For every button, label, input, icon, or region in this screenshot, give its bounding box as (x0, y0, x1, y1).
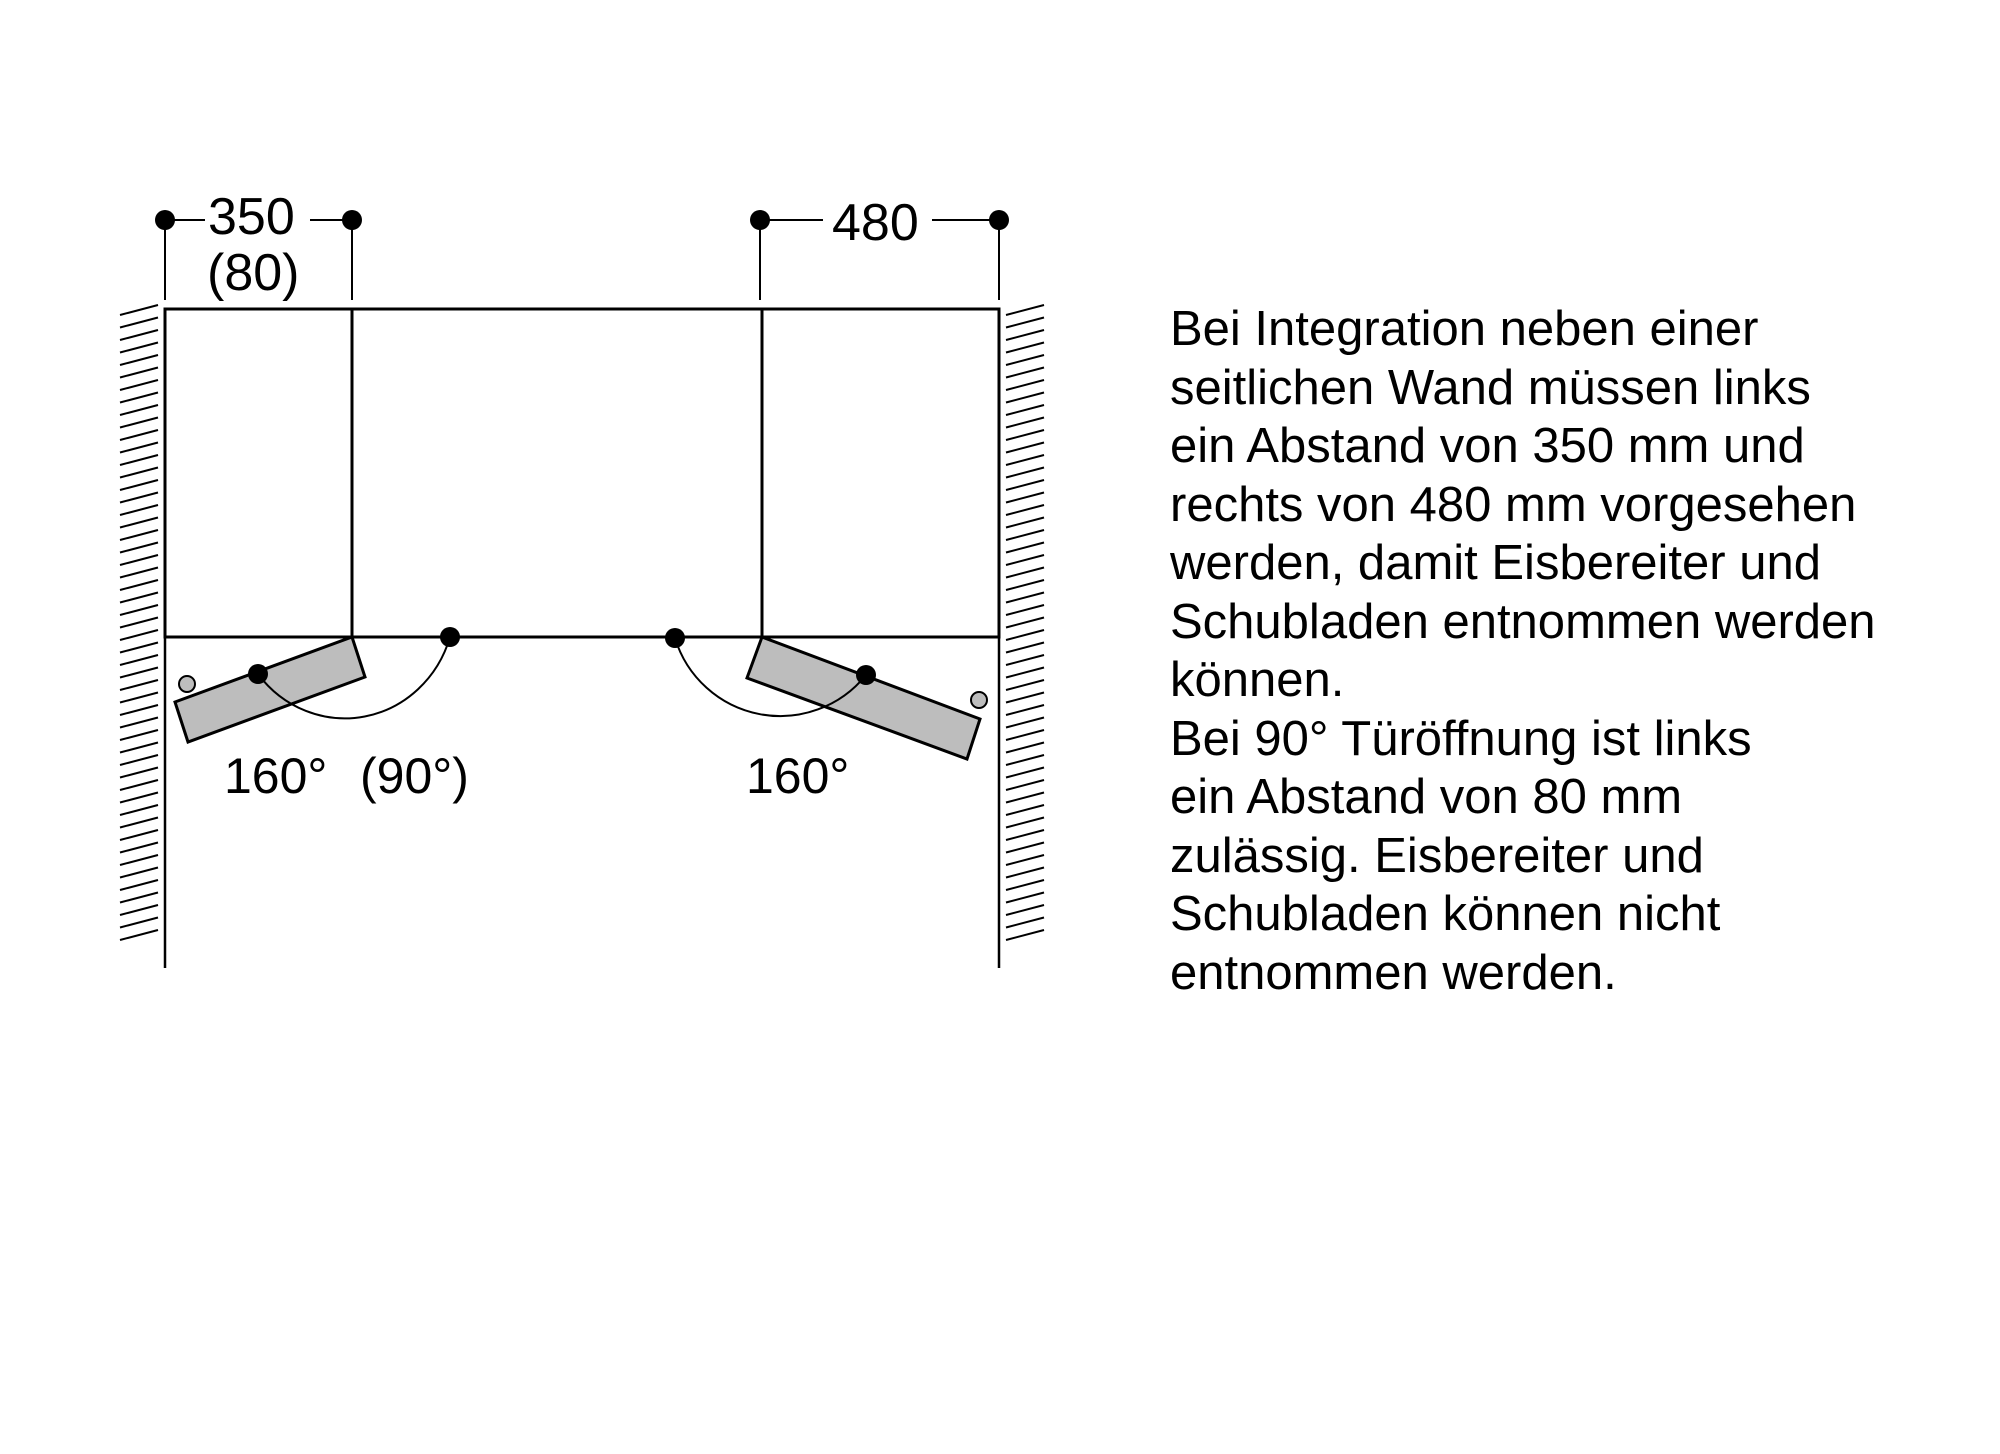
description-line: Bei 90° Türöffnung ist links (1170, 711, 1752, 766)
hatch-line (1006, 555, 1044, 565)
hatch-line (1006, 543, 1044, 553)
hatch-line (120, 468, 158, 478)
hatch-line (1006, 805, 1044, 815)
hatch-line (1006, 655, 1044, 665)
hatch-line (1006, 443, 1044, 453)
hatch-line (120, 430, 158, 440)
hatch-line (120, 755, 158, 765)
hatch-line (1006, 905, 1044, 915)
hatch-line (1006, 930, 1044, 940)
hatch-line (120, 618, 158, 628)
hatch-line (120, 743, 158, 753)
description-line: ein Abstand von 80 mm (1170, 770, 1683, 824)
hatch-line (1006, 418, 1044, 428)
hatch-line (120, 455, 158, 465)
hatch-line (1006, 818, 1044, 828)
hatch-line (120, 805, 158, 815)
hatch-line (1006, 393, 1044, 403)
hatch-line (1006, 755, 1044, 765)
left-door-angle-label: 160° (224, 748, 328, 804)
hatch-line (1006, 743, 1044, 753)
hatch-line (120, 368, 158, 378)
hatch-line (1006, 843, 1044, 853)
right-clearance-label: 480 (832, 194, 919, 252)
hatch-line (1006, 405, 1044, 415)
hatch-line (120, 305, 158, 315)
description-line: rechts von 480 mm vorgesehen (1170, 477, 1857, 532)
hatch-line (120, 593, 158, 603)
hatch-line (1006, 855, 1044, 865)
hatch-line (120, 655, 158, 665)
hatch-line (1006, 605, 1044, 615)
left-wall (120, 305, 165, 968)
dimension-point (989, 210, 1009, 230)
hatch-line (120, 880, 158, 890)
hatch-line (120, 705, 158, 715)
hatch-line (120, 680, 158, 690)
hatch-line (120, 330, 158, 340)
hatch-line (120, 568, 158, 578)
hatch-line (1006, 318, 1044, 328)
right-wall-hatching (1006, 305, 1044, 940)
left-compartment (165, 309, 352, 637)
description-line: Schubladen entnommen werden (1170, 594, 1876, 649)
hatch-line (1006, 780, 1044, 790)
hatch-line (120, 605, 158, 615)
left-hinge-point (248, 664, 268, 684)
hatch-line (1006, 630, 1044, 640)
hatch-line (120, 868, 158, 878)
hatch-line (1006, 730, 1044, 740)
hatch-line (120, 318, 158, 328)
hatch-line (120, 480, 158, 490)
hatch-line (1006, 380, 1044, 390)
description-line: entnommen werden. (1170, 945, 1617, 1000)
hatch-line (120, 343, 158, 353)
hatch-line (1006, 718, 1044, 728)
hatch-line (1006, 618, 1044, 628)
hatch-line (120, 818, 158, 828)
hatch-line (120, 918, 158, 928)
hatch-line (120, 355, 158, 365)
hatch-line (1006, 680, 1044, 690)
hatch-line (1006, 430, 1044, 440)
hatch-line (1006, 868, 1044, 878)
left-clearance-label: 350 (208, 188, 295, 246)
hatch-line (1006, 343, 1044, 353)
right-hinge-point (856, 665, 876, 685)
right-wall (999, 305, 1044, 968)
hatch-line (120, 393, 158, 403)
center-compartment (352, 309, 762, 637)
hatch-line (1006, 705, 1044, 715)
hatch-line (120, 518, 158, 528)
hatch-line (120, 543, 158, 553)
description-line: zulässig. Eisbereiter und (1170, 828, 1704, 883)
hatch-line (120, 555, 158, 565)
hatch-line (1006, 793, 1044, 803)
right-door-panel (747, 637, 980, 759)
hatch-line (1006, 580, 1044, 590)
description-line: werden, damit Eisbereiter und (1170, 536, 1821, 590)
hatch-line (120, 793, 158, 803)
description-line: Schubladen können nicht (1170, 887, 1721, 941)
hatch-line (120, 630, 158, 640)
description-line: können. (1170, 653, 1345, 707)
hatch-line (1006, 830, 1044, 840)
hatch-line (120, 718, 158, 728)
right-door-angle-label: 160° (746, 748, 850, 804)
hatch-line (120, 493, 158, 503)
hatch-line (120, 693, 158, 703)
description-line: seitlichen Wand müssen links (1170, 360, 1811, 415)
hatch-line (120, 930, 158, 940)
hatch-line (1006, 880, 1044, 890)
left-wall-hatching (120, 305, 158, 940)
hatch-line (1006, 893, 1044, 903)
hatch-line (1006, 305, 1044, 315)
hatch-line (120, 830, 158, 840)
appliance-body (165, 309, 999, 637)
hatch-line (1006, 493, 1044, 503)
dimension-point (342, 210, 362, 230)
hatch-line (120, 780, 158, 790)
dimension-point (750, 210, 770, 230)
hatch-line (120, 643, 158, 653)
left-pivot-point (440, 627, 460, 647)
hatch-line (1006, 643, 1044, 653)
right-door-open (665, 628, 987, 759)
hatch-line (120, 730, 158, 740)
hatch-line (1006, 518, 1044, 528)
hatch-line (120, 893, 158, 903)
left-door-marker (179, 676, 195, 692)
description-line: ein Abstand von 350 mm und (1170, 419, 1805, 473)
hatch-line (1006, 693, 1044, 703)
hatch-line (120, 418, 158, 428)
hatch-line (1006, 455, 1044, 465)
left-door-panel (175, 637, 365, 742)
hatch-line (1006, 530, 1044, 540)
hatch-line (1006, 668, 1044, 678)
left-door-angle-reduced-label: (90°) (360, 748, 469, 804)
hatch-line (120, 443, 158, 453)
hatch-line (120, 380, 158, 390)
hatch-line (1006, 355, 1044, 365)
description-line: Bei Integration neben einer (1170, 302, 1759, 356)
hatch-line (120, 405, 158, 415)
hatch-line (1006, 505, 1044, 515)
hatch-line (120, 530, 158, 540)
hatch-line (120, 505, 158, 515)
hatch-line (1006, 918, 1044, 928)
hatch-line (1006, 480, 1044, 490)
hatch-line (120, 843, 158, 853)
hatch-line (120, 855, 158, 865)
hatch-line (120, 768, 158, 778)
left-clearance-reduced-label: (80) (207, 244, 300, 302)
right-door-marker (971, 692, 987, 708)
installation-description (1170, 300, 1970, 1002)
dimension-point (155, 210, 175, 230)
hatch-line (1006, 368, 1044, 378)
hatch-line (1006, 330, 1044, 340)
hatch-line (120, 668, 158, 678)
hatch-line (1006, 768, 1044, 778)
right-compartment (762, 309, 999, 637)
hatch-line (120, 905, 158, 915)
hatch-line (1006, 468, 1044, 478)
hatch-line (1006, 568, 1044, 578)
left-door-open (175, 627, 460, 742)
hatch-line (120, 580, 158, 590)
hatch-line (1006, 593, 1044, 603)
right-pivot-point (665, 628, 685, 648)
